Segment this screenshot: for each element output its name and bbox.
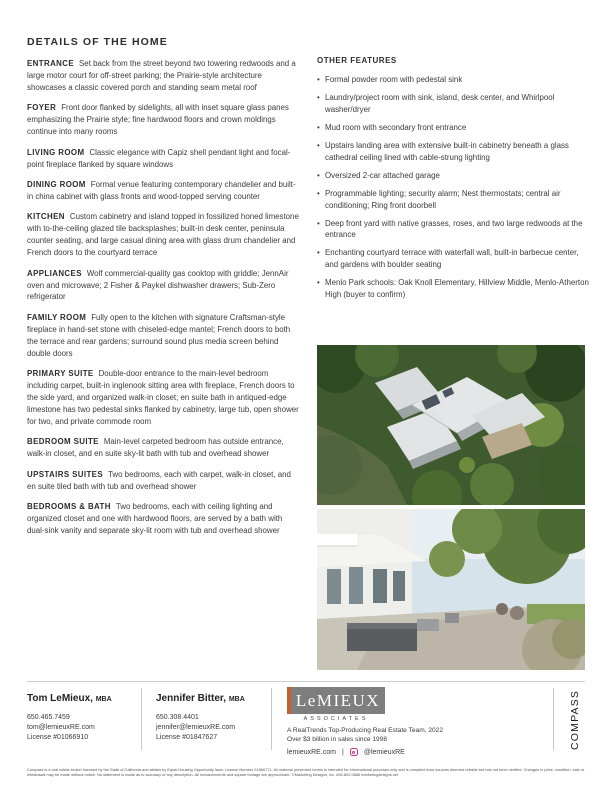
- detail-foyer: [27, 102, 299, 138]
- detail-label: LIVING ROOM: [27, 147, 85, 157]
- detail-label: FAMILY ROOM: [27, 312, 87, 322]
- detail-label: UPSTAIRS SUITES: [27, 469, 104, 479]
- detail-label: APPLIANCES: [27, 268, 82, 278]
- footer-separator: [141, 688, 142, 750]
- details-list: [27, 58, 299, 537]
- logo-subtitle: ASSOCIATES: [303, 716, 369, 722]
- footer-separator: [271, 688, 272, 750]
- svg-text:COMPASS: COMPASS: [569, 689, 581, 750]
- feature-item: • Upstairs landing area with extensive built-in cabinetry beneath a glass cathedral ceiling lined with cable-strung lighting: [317, 140, 589, 163]
- detail-bedrooms-bath: [27, 501, 299, 537]
- lemieux-logo: LeMIEUX: [287, 687, 385, 714]
- team-tagline: A RealTrends Top-Producing Real Estate Team, 2022 Over $3 billion in sales since 1998: [287, 727, 444, 743]
- detail-text: Main-level carpeted bedroom has outside entrance, walk-in closet, and en suite sky-lit bath with tub and overhead shower: [27, 437, 284, 459]
- detail-living-room: [27, 147, 299, 171]
- agent-card-jennifer: [156, 693, 245, 743]
- feature-item: • Mud room with secondary front entrance: [317, 122, 589, 134]
- detail-label: BEDROOMS & BATH: [27, 502, 111, 512]
- detail-primary-suite: [27, 368, 299, 428]
- detail-text: Formal venue featuring contemporary chandelier and built-in china cabinet with glass fronts and wood-topped serving counter: [27, 180, 296, 201]
- detail-text: Fully open to the kitchen with signature Craftsman-style fireplace in hand-set stone with chiseled-edge mantel; French doors to both the terrace and rear gardens; surround sound plus media screen behind double doors: [27, 312, 291, 358]
- detail-text: Front door flanked by sidelights, all with inset square glass panes emphasizing the Prairie style; fine hardwood floors and crown moldings continue into many rooms: [27, 103, 289, 137]
- other-features-title: OTHER FEATURES: [317, 56, 397, 65]
- agent-license: License #01847627: [156, 734, 218, 741]
- detail-text: Wolf commercial-quality gas cooktop with griddle; JennAir oven and microwave; 2 Fisher & Paykel dishwasher drawers; Sub-Zero refrigerator: [27, 268, 289, 302]
- footer-links: [287, 748, 405, 756]
- page-title: DETAILS OF THE HOME: [27, 36, 168, 48]
- detail-label: DINING ROOM: [27, 180, 86, 190]
- detail-kitchen: [27, 211, 299, 259]
- terrace-photo: [317, 509, 585, 670]
- detail-entrance: [27, 58, 299, 94]
- detail-dining-room: [27, 179, 299, 203]
- website-link[interactable]: lemieuxRE.com: [287, 748, 337, 756]
- feature-item: • Enchanting courtyard terrace with waterfall wall, built-in barbecue center, and gardens with boulder seating: [317, 247, 589, 270]
- detail-upstairs-suites: [27, 469, 299, 493]
- compass-logo: [566, 684, 582, 752]
- details-column: [27, 36, 299, 545]
- feature-item: • Programmable lighting; security alarm; Nest thermostats; central air conditioning; Ring front doorbell: [317, 188, 589, 211]
- agent-name: Jennifer Bitter, MBA: [156, 693, 245, 704]
- instagram-handle[interactable]: @lemieuxRE: [363, 748, 405, 756]
- footer-separator: [553, 688, 554, 750]
- feature-item: • Deep front yard with native grasses, roses, and two large redwoods at the entrance: [317, 218, 589, 241]
- feature-item: • Menlo Park schools: Oak Knoll Elementary, Hillview Middle, Menlo-Atherton High (buyer to confirm): [317, 277, 589, 300]
- agent-email[interactable]: jennifer@lemieuxRE.com: [156, 724, 236, 731]
- aerial-photo-illustration: [317, 345, 585, 505]
- footer-divider: [27, 681, 585, 682]
- agent-phone: 650.308.4401: [156, 714, 199, 721]
- other-features: [317, 56, 589, 307]
- aerial-photo: [317, 345, 585, 505]
- agent-email[interactable]: tom@lemieuxRE.com: [27, 724, 95, 731]
- detail-text: Two bedrooms, each with carpet, walk-in closet, and en suite tiled bath with tub and overhead shower: [27, 469, 291, 491]
- detail-label: FOYER: [27, 103, 57, 113]
- detail-text: Custom cabinetry and island topped in fossilized honed limestone with to-the-ceiling glazed tile backsplashes; built-in desk center, peninsula counter seating, and large casual dining area with glass drum chandelier and French doors to the courtyard terrace: [27, 212, 299, 258]
- terrace-photo-illustration: [317, 509, 585, 670]
- feature-item: • Laundry/project room with sink, island, desk center, and Whirlpool washer/dryer: [317, 92, 589, 115]
- feature-item: • Formal powder room with pedestal sink: [317, 74, 589, 86]
- instagram-icon: [350, 748, 358, 756]
- detail-label: PRIMARY SUITE: [27, 369, 94, 379]
- detail-text: Classic elegance with Capiz shell pendant light and focal-point fireplace flanked by square windows: [27, 147, 291, 169]
- detail-bedroom-suite: [27, 436, 299, 460]
- detail-label: BEDROOM SUITE: [27, 437, 99, 447]
- detail-label: KITCHEN: [27, 212, 65, 222]
- detail-text: Two bedrooms, each with ceiling lighting and organized closet and one with hardwood floors, are served by a bath with dual-sink vanity and separate sky-lit room with tub and overhead shower: [27, 502, 283, 535]
- detail-appliances: [27, 268, 299, 304]
- agent-name: Tom LeMieux, MBA: [27, 693, 112, 704]
- agent-license: License #01066910: [27, 734, 89, 741]
- agent-phone: 650.465.7459: [27, 714, 70, 721]
- features-list: [317, 74, 589, 301]
- detail-text: Double-door entrance to the main-level bedroom including carpet, built-in inglenook sitting area with fireplace, French doors to the side yard, and organized walk-in closet; en suite bath in antiqued-edge limestone has two pedestal sinks flanked by cabinetry, large tub, open shower for two, and private commode room: [27, 369, 299, 426]
- detail-text: Set back from the street beyond two towering redwoods and a large motor court for off-street parking; the Prairie-style architecture showcases a classic covered porch and standing seam metal roof: [27, 59, 296, 92]
- link-separator: |: [342, 748, 344, 756]
- detail-label: ENTRANCE: [27, 59, 75, 68]
- detail-family-room: [27, 312, 299, 360]
- agent-card-tom: [27, 693, 112, 743]
- legal-disclaimer: Compass is a real estate broker licensed by the State of California and abides by Equal Housing Opportunity laws. License Number 01866771. All material presented herein is intended for informational purposes only and is compiled from sources deemed reliable but has not been verified. Changes in price, condition, sale or withdrawal may be made without notice. No statement is made as to accuracy of any description. All measurements and square footage are approximate. ©Marketing Designs, Inc. 650.802.0888 marketingdesigns.net: [27, 767, 585, 778]
- feature-item: • Oversized 2-car attached garage: [317, 170, 589, 182]
